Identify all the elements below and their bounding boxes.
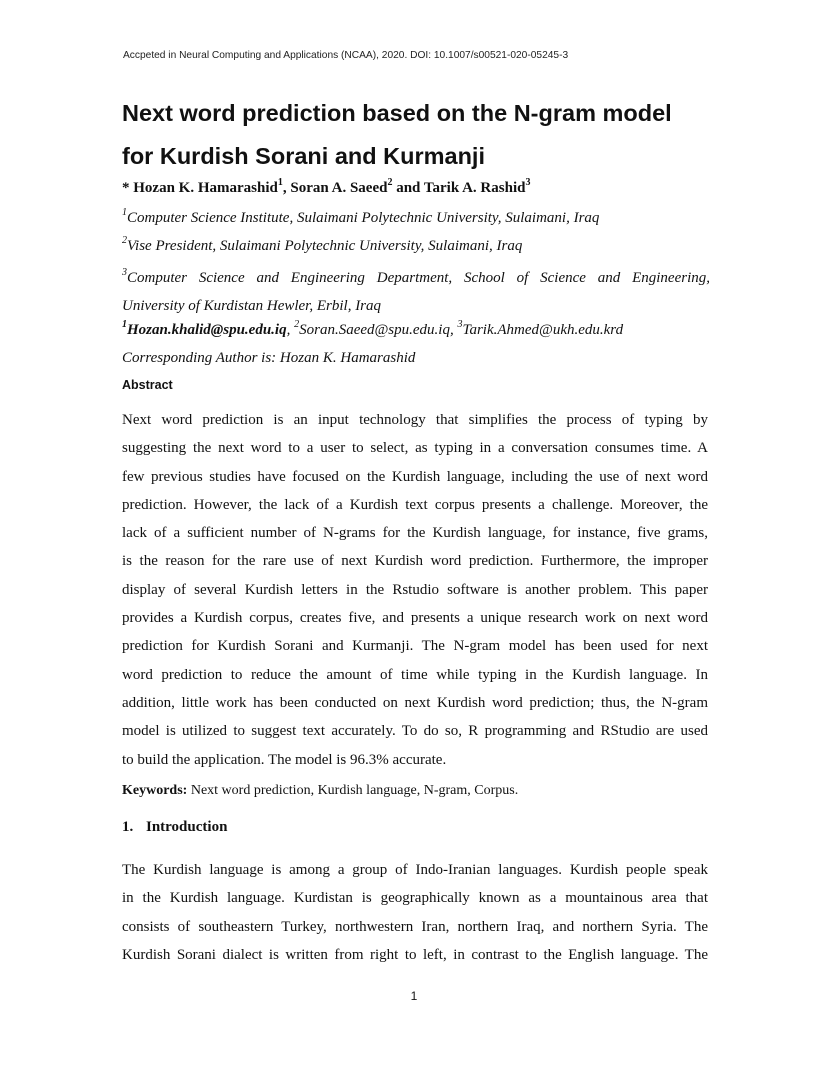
author-list (122, 177, 531, 197)
email-separator: , (286, 322, 295, 338)
title-line: Next word prediction based on the N-gram model (122, 100, 672, 126)
abstract-line: prediction for Kurdish Sorani and Kurmanji. The N-gram model has been used for next (122, 638, 708, 655)
keywords (122, 783, 518, 799)
abstract-line: to build the application. The model is 96.3% accurate. (122, 751, 447, 768)
affiliation-text: Computer Science and Engineering Department, School of Science and Engineering, (127, 270, 710, 286)
abstract-line: prediction. However, the lack of a Kurdish text corpus presents a challenge. Moreover, the (122, 496, 708, 513)
affiliation-superscript: 1 (122, 207, 127, 218)
email-link[interactable]: Tarik.Ahmed@ukh.edu.krd (462, 322, 624, 338)
affiliation-line: University of Kurdistan Hewler, Erbil, Iraq (122, 298, 382, 314)
email-link[interactable]: Soran.Saeed@spu.edu.iq (299, 322, 450, 338)
author-text: , Soran A. Saeed (282, 180, 388, 196)
email-list (122, 319, 624, 339)
body-line: Kurdish Sorani dialect is written from right to left, in contrast to the English language. The (122, 946, 708, 963)
affiliation-3 (122, 264, 710, 320)
section-heading (122, 819, 227, 836)
abstract-line: display of several Kurdish letters in the Rstudio software is another problem. This paper (122, 581, 708, 598)
body-line: in the Kurdish language. Kurdistan is geographically known as a mountainous area that (122, 890, 708, 907)
body-line: consists of southeastern Turkey, northwestern Iran, northern Iraq, and northern Syria. The (122, 918, 708, 935)
email-superscript: 3 (457, 319, 463, 330)
title-line: for Kurdish Sorani and Kurmanji (122, 143, 485, 169)
header-note: Accpeted in Neural Computing and Applications (NCAA), 2020. DOI: 10.1007/s00521-020-05245-3 (123, 50, 569, 61)
introduction-body (122, 856, 708, 969)
affiliation-superscript: 2 (122, 235, 127, 246)
keywords-label: Keywords: (122, 783, 188, 798)
affiliation-2 (122, 236, 710, 256)
affiliation-superscript: 3 (122, 267, 127, 278)
email-separator: , (449, 322, 458, 338)
abstract-line: lack of a sufficient number of N-grams for the Kurdish language, for instance, five grams, (122, 525, 708, 542)
abstract-line: suggesting the next word to a user to select, as typing in a conversation consumes time. A (122, 440, 708, 457)
author-text: and Tarik A. Rashid (392, 180, 526, 196)
abstract-line: word prediction to reduce the amount of time while typing in the Kurdish language. In (122, 666, 708, 683)
abstract-heading: Abstract (122, 378, 173, 392)
keywords-text: Next word prediction, Kurdish language, N-gram, Corpus. (187, 783, 519, 798)
page-number: 1 (410, 989, 418, 1003)
email-superscript: 2 (294, 319, 300, 330)
affiliation-text: Computer Science Institute, Sulaimani Polytechnic University, Sulaimani, Iraq (127, 210, 600, 226)
author-superscript: 1 (277, 177, 283, 188)
email-link[interactable]: Hozan.khalid@spu.edu.iq (127, 322, 287, 338)
section-title: Introduction (146, 819, 228, 835)
abstract-line: few previous studies have focused on the Kurdish language, including the use of next word (122, 468, 708, 485)
abstract-line: addition, little work has been conducted on next Kurdish word prediction; thus, the N-gram (122, 694, 708, 711)
affiliation-line (122, 264, 710, 292)
email-superscript: 1 (122, 319, 127, 330)
author-text: * Hozan K. Hamarashid (122, 180, 278, 196)
abstract-line: is the reason for the rare use of next Kurdish word prediction. Furthermore, the improper (122, 553, 708, 570)
author-superscript: 2 (387, 177, 393, 188)
abstract-body (122, 406, 708, 774)
affiliation-1 (122, 208, 710, 228)
body-line: The Kurdish language is among a group of Indo-Iranian languages. Kurdish people speak (122, 862, 708, 878)
abstract-line: Next word prediction is an input technology that simplifies the process of typing by (122, 412, 708, 428)
paper-title (122, 92, 722, 178)
affiliation-text: Vise President, Sulaimani Polytechnic University, Sulaimani, Iraq (127, 238, 523, 254)
abstract-line: model is utilized to suggest text accurately. To do so, R programming and RStudio are used (122, 723, 708, 740)
abstract-line: provides a Kurdish corpus, creates five, and presents a unique research work on next word (122, 610, 708, 627)
section-number: 1. (122, 819, 134, 835)
corresponding-author: Corresponding Author is: Hozan K. Hamarashid (122, 350, 416, 366)
author-superscript: 3 (525, 177, 531, 188)
